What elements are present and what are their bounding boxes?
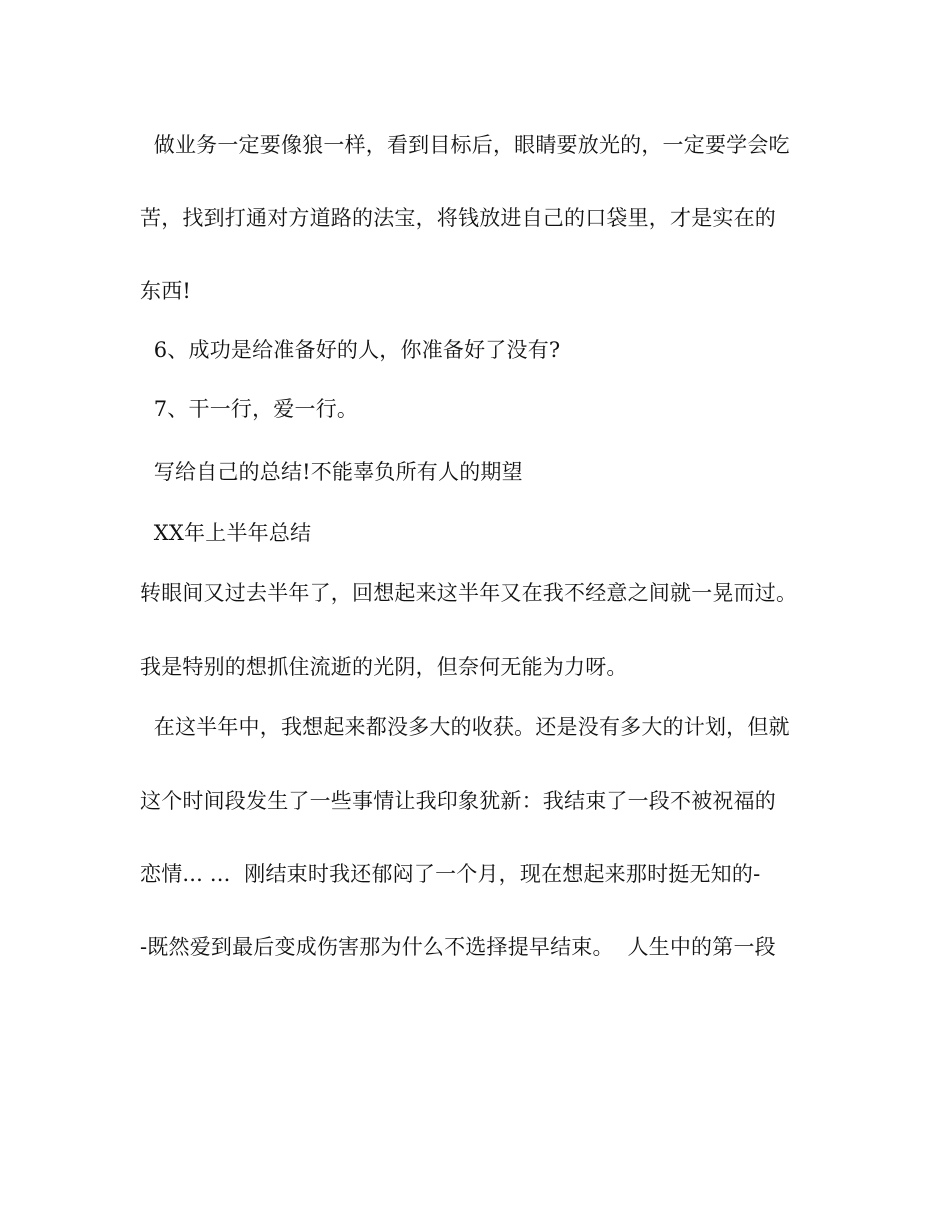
list-item-6: 6、成功是给准备好的人，你准备好了没有? (140, 338, 561, 362)
section-heading: XX年上半年总结 (140, 521, 312, 545)
paragraph-line-3: 东西! (140, 279, 192, 303)
paragraph-line-1: 做业务一定要像狼一样，看到目标后，眼睛要放光的，一定要学会吃 (140, 133, 790, 157)
paragraph-line-12: 恋情... ... 刚结束时我还郁闷了一个月，现在想起来那时挺无知的- (140, 862, 761, 886)
paragraph-line-10: 在这半年中，我想起来都没多大的收获。还是没有多大的计划，但就 (140, 715, 790, 739)
paragraph-line-8: 转眼间又过去半年了，回想起来这半年又在我不经意之间就一晃而过。 (140, 581, 798, 605)
paragraph-line-9: 我是特别的想抓住流逝的光阴，但奈何无能为力呀。 (140, 655, 628, 679)
paragraph-line-11: 这个时间段发生了一些事情让我印象犹新：我结束了一段不被祝福的 (140, 789, 776, 813)
paragraph-line-2: 苦，找到打通对方道路的法宝，将钱放进自己的口袋里，才是实在的 (140, 206, 776, 230)
section-note: 写给自己的总结!不能辜负所有人的期望 (140, 460, 523, 484)
paragraph-line-13: -既然爱到最后变成伤害那为什么不选择提早结束。 人生中的第一段 (140, 935, 776, 959)
list-item-7: 7、干一行，爱一行。 (140, 397, 359, 421)
